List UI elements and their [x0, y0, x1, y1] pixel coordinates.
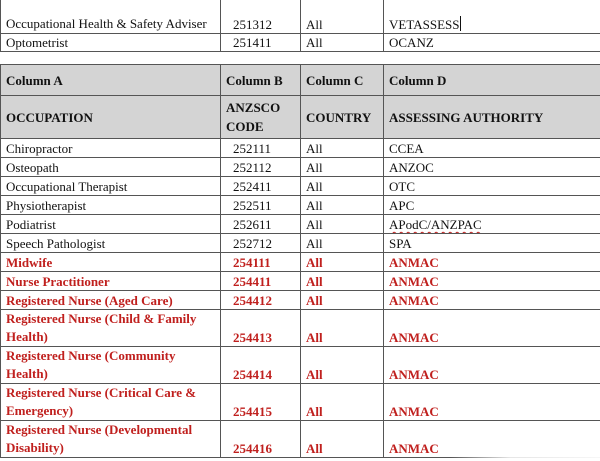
authority-cell: ANMAC [384, 272, 600, 291]
occupation-table-continued [0, 0, 600, 52]
authority-cell: ANMAC [384, 310, 600, 347]
authority-cell: APC [384, 196, 600, 215]
code-cell: 252111 [221, 139, 301, 158]
occupation-cell: Registered Nurse (Child & Family Health) [1, 310, 221, 347]
occupation-cell: Chiropractor [1, 139, 221, 158]
occupation-cell: Osteopath [1, 158, 221, 177]
table-row [1, 196, 600, 215]
occupation-cell: Midwife [1, 253, 221, 272]
text-cursor [460, 16, 461, 31]
table-row [1, 253, 600, 272]
code-cell: 254416 [221, 421, 301, 458]
code-cell: 251312 [221, 0, 301, 34]
column-c-label: Column C [301, 65, 384, 96]
occupation-cell: Optometrist [1, 34, 221, 52]
table-row [1, 310, 600, 347]
authority-cell: ANMAC [384, 384, 600, 421]
code-cell: 254413 [221, 310, 301, 347]
code-cell: 252411 [221, 177, 301, 196]
authority-cell: ANMAC [384, 291, 600, 310]
country-cell: All [301, 0, 384, 34]
authority-text: APodC/ANZPAC [389, 217, 482, 232]
code-cell: 252611 [221, 215, 301, 234]
table-row [1, 139, 600, 158]
country-cell: All [301, 177, 384, 196]
authority-cell: ANMAC [384, 253, 600, 272]
authority-cell: ANZOC [384, 158, 600, 177]
country-cell: All [301, 139, 384, 158]
country-cell: All [301, 234, 384, 253]
authority-cell: OCANZ [384, 34, 600, 52]
code-cell: 254414 [221, 347, 301, 384]
column-b-label: Column B [221, 65, 301, 96]
authority-cell [384, 215, 600, 234]
table-row [1, 384, 600, 421]
occupation-table [0, 64, 600, 458]
occupation-cell: Physiotherapist [1, 196, 221, 215]
code-cell: 251411 [221, 34, 301, 52]
table-row [1, 347, 600, 384]
table-row [1, 34, 600, 52]
code-cell: 252112 [221, 158, 301, 177]
authority-cell: OTC [384, 177, 600, 196]
occupation-cell: Registered Nurse (Developmental Disability) [1, 421, 221, 458]
country-cell: All [301, 253, 384, 272]
authority-cell[interactable] [384, 0, 600, 34]
watermark-fade [450, 429, 600, 461]
authority-cell: ANMAC [384, 347, 600, 384]
authority-cell: ANMAC [384, 421, 600, 458]
code-cell: 254411 [221, 272, 301, 291]
country-cell: All [301, 215, 384, 234]
occupation-cell: Occupational Therapist [1, 177, 221, 196]
country-cell: All [301, 291, 384, 310]
table-row [1, 158, 600, 177]
country-cell: All [301, 158, 384, 177]
column-letter-row [1, 65, 600, 96]
code-header: ANZSCO CODE [221, 96, 301, 139]
code-cell: 252511 [221, 196, 301, 215]
occupation-header: OCCUPATION [1, 96, 221, 139]
country-cell: All [301, 421, 384, 458]
table-row [1, 215, 600, 234]
code-cell: 254415 [221, 384, 301, 421]
table-row [1, 234, 600, 253]
authority-cell: SPA [384, 234, 600, 253]
column-d-label: Column D [384, 65, 600, 96]
country-header: COUNTRY [301, 96, 384, 139]
header-row [1, 96, 600, 139]
authority-cell: CCEA [384, 139, 600, 158]
country-cell: All [301, 272, 384, 291]
country-cell: All [301, 34, 384, 52]
code-cell: 254412 [221, 291, 301, 310]
table-row [1, 291, 600, 310]
occupation-cell: Podiatrist [1, 215, 221, 234]
occupation-cell: Nurse Practitioner [1, 272, 221, 291]
table-row [1, 0, 600, 34]
occupation-cell: Registered Nurse (Community Health) [1, 347, 221, 384]
code-cell: 254111 [221, 253, 301, 272]
country-cell: All [301, 347, 384, 384]
code-cell: 252712 [221, 234, 301, 253]
table-row [1, 177, 600, 196]
country-cell: All [301, 196, 384, 215]
occupation-cell: Speech Pathologist [1, 234, 221, 253]
table-row [1, 272, 600, 291]
authority-text: VETASSESS [389, 17, 460, 32]
occupation-cell: Registered Nurse (Aged Care) [1, 291, 221, 310]
column-a-label: Column A [1, 65, 221, 96]
occupation-cell: Occupational Health & Safety Adviser [1, 0, 221, 34]
occupation-cell: Registered Nurse (Critical Care & Emergency) [1, 384, 221, 421]
authority-header: ASSESSING AUTHORITY [384, 96, 600, 139]
country-cell: All [301, 384, 384, 421]
country-cell: All [301, 310, 384, 347]
